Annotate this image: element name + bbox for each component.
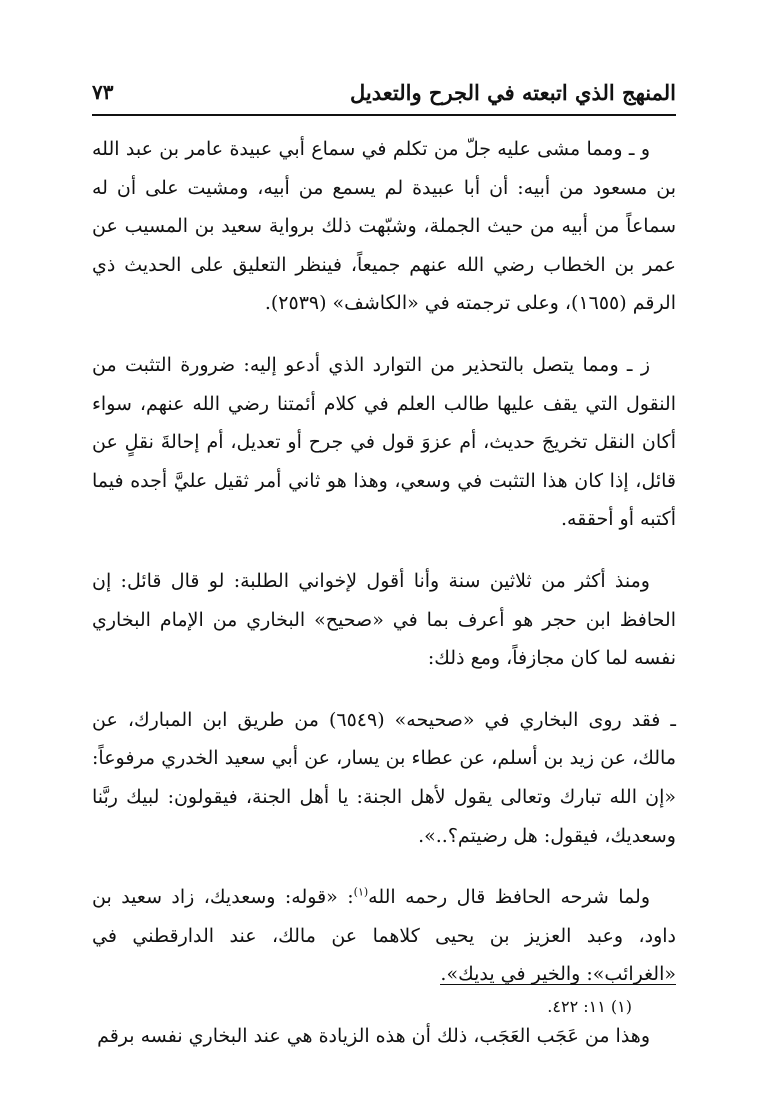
footnote-divider	[440, 984, 676, 985]
footnote: (١) ١١: ٤٢٢.	[547, 997, 632, 1016]
commentary-quote: : «قوله: وسعديك، زاد سعيد بن داود، وعبد العزيز بن يحيى كلاهما عن مالك، عند الدارقطني في «الغرائب»: والخير في يديك».	[92, 886, 676, 986]
body-text	[92, 130, 676, 1078]
footnote-marker[interactable]: (١)	[353, 885, 369, 899]
paragraph-bukhari-hadith: ـ فقد روى البخاري في «صحيحه» (٦٥٤٩) من طريق ابن المبارك، عن مالك، عن زيد بن أسلم، عن عطاء بن يسار، عن أبي سعيد الخدري مرفوعاً: «إن الله تبارك وتعالى يقول لأهل الجنة: يا أهل الجنة، فيقولون: لبيك ربَّنا وسعديك، فيقول: هل رضيتم؟..».	[92, 708, 676, 847]
page-header	[92, 72, 676, 112]
commentary-lead: ولما شرحه الحافظ قال رحمه الله	[368, 886, 650, 909]
paragraph-zay: ز ـ ومما يتصل بالتحذير من التوارد الذي أدعو إليه: ضرورة التثبت من النقول التي يقف عليها طالب العلم في كلام أئمتنا رضي الله عنهم، سواء أكان النقل تخريجَ حديث، أم عزوَ قول في جرح أو تعديل، أم إحالةَ نقلٍ عن قائل، إذا كان هذا التثبت في وسعي، وهذا هو ثاني أمر ثقيل عليَّ أجده فيما أكتبه أو أحققه.	[92, 353, 676, 531]
paragraph-ajab: وهذا من عَجَب العَجَب، ذلك أن هذه الزيادة هي عند البخاري نفسه برقم	[97, 1024, 650, 1047]
running-title: المنهج الذي اتبعته في الجرح والتعديل	[349, 79, 676, 105]
header-divider	[92, 114, 676, 116]
paragraph-waw: و ـ ومما مشى عليه جلّ من تكلم في سماع أبي عبيدة عامر بن عبد الله بن مسعود من أبيه: أن أبا عبيدة لم يسمع من أبيه، ومشيت على أن له سماعاً من أبيه من حيث الجملة، وشبّهت ذلك برواية سعيد بن المسيب عن عمر بن الخطاب رضي الله عنهم جميعاً، فينظر التعليق على الحديث ذي الرقم (١٦٥٥)، وعلى ترجمته في «الكاشف» (٢٥٣٩).	[92, 138, 676, 315]
paragraph-thirty-years: ومنذ أكثر من ثلاثين سنة وأنا أقول لإخواني الطلبة: لو قال قائل: إن الحافظ ابن حجر هو أعرف بما في «صحيح» البخاري من الإمام البخاري نفسه لما كان مجازفاً، ومع ذلك:	[92, 569, 676, 670]
paragraph-hafiz-commentary	[92, 878, 676, 994]
page-number: ٧٣	[92, 80, 114, 104]
